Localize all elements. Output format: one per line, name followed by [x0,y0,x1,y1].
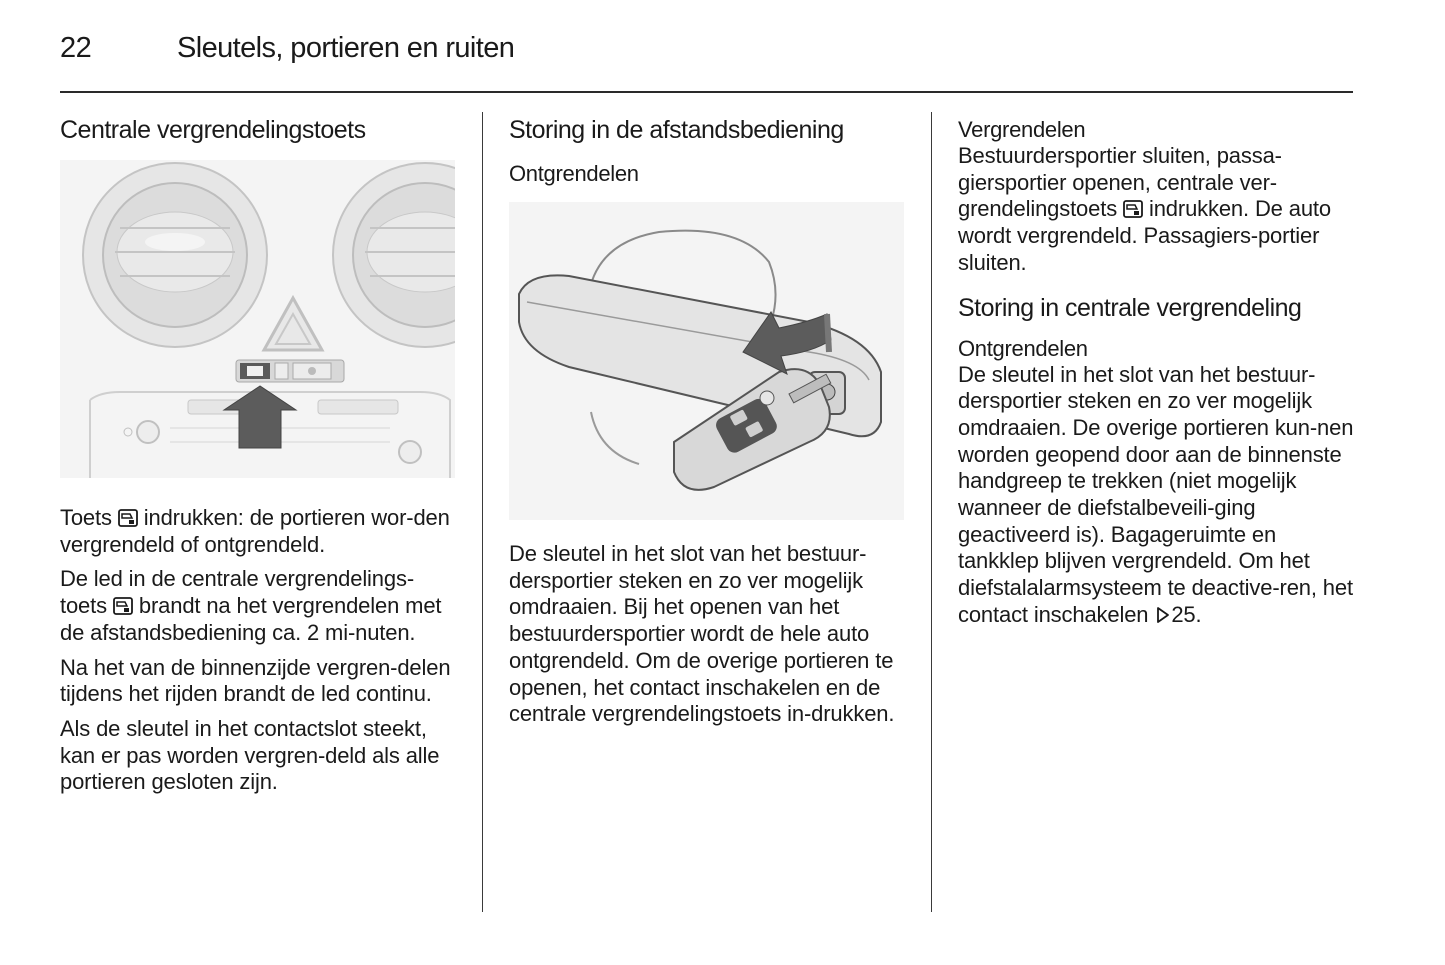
text-run: De led in de centrale vergrendelings-toets [60,566,414,619]
text-run: . [1195,601,1202,627]
page-title: Sleutels, portieren en ruiten [177,32,515,64]
dashboard-figure [60,160,455,478]
paragraph: De sleutel in het slot van het bestuur-dersportier steken en zo ver mogelijk omdraaien. Bij het openen van het bestuurdersportier wordt de hele auto ontgrendeld. Om de overige portieren te openen, het contact inschakelen en de centrale vergrendelingstoets in-drukken. [509,541,895,727]
paragraph: Na het van de binnenzijde vergren-delen tijdens het rijden brandt de led continu. [60,654,451,707]
section-heading: Storing in de afstandsbediening [509,116,844,144]
lock-button-icon [118,509,138,527]
page-header [60,30,1353,90]
text-run: indrukken: de portieren wor-den vergrendeld of ontgrendeld. [60,505,450,557]
text-run: indrukken. De auto wordt vergrendeld. Passagiers-portier sluiten. [958,196,1331,275]
column-2 [509,112,909,728]
subheading: Ontgrendelen [958,335,1088,361]
dashboard-illustration [60,160,455,478]
page-reference-icon [1155,606,1170,624]
column-divider [482,112,483,912]
column-divider [931,112,932,912]
paragraph [60,505,460,558]
subheading: Ontgrendelen [509,161,639,186]
text-run: De sleutel in het slot van het bestuur-dersportier steken en zo ver mogelijk omdraaien. De overige portieren kun-nen worden geopend door aan de binnenste handgreep te trekken (niet mogelijk wanneer de diefstalbeveili-ging geactiveerd is). Bagageruimte en tankklep blijven vergrendeld. Om het diefstalalarmsysteem te deactive-ren, het contact inschakelen [958,361,1354,627]
lock-button-icon [1123,200,1143,218]
air-vent-left [83,163,267,347]
paragraph [958,143,1358,277]
paragraph: Als de sleutel in het contactslot steekt, kan er pas worden vergren-deld als alle portieren gesloten zijn. [60,715,440,795]
text-run: Bestuurdersportier sluiten, passa-giersportier openen, centrale ver-grendelingstoets [958,143,1282,222]
page-reference[interactable]: 25 [1171,601,1196,627]
column-3 [958,112,1358,629]
page-number: 22 [60,32,92,64]
key-in-lock-illustration [509,202,904,520]
text-run: Toets [60,505,118,530]
header-divider [60,91,1353,93]
button-strip [236,360,344,382]
column-1 [60,112,460,796]
lock-button-icon [113,597,133,615]
subheading: Vergrendelen [958,117,1086,142]
key-lock-figure [509,202,904,520]
paragraph [958,362,1358,629]
text-run: brandt na het vergrendelen met de afstandsbediening ca. 2 mi-nuten. [60,593,442,645]
section-heading: Storing in centrale vergrendeling [958,293,1302,322]
paragraph [60,566,460,646]
section-heading: Centrale vergrendelingstoets [60,116,366,144]
